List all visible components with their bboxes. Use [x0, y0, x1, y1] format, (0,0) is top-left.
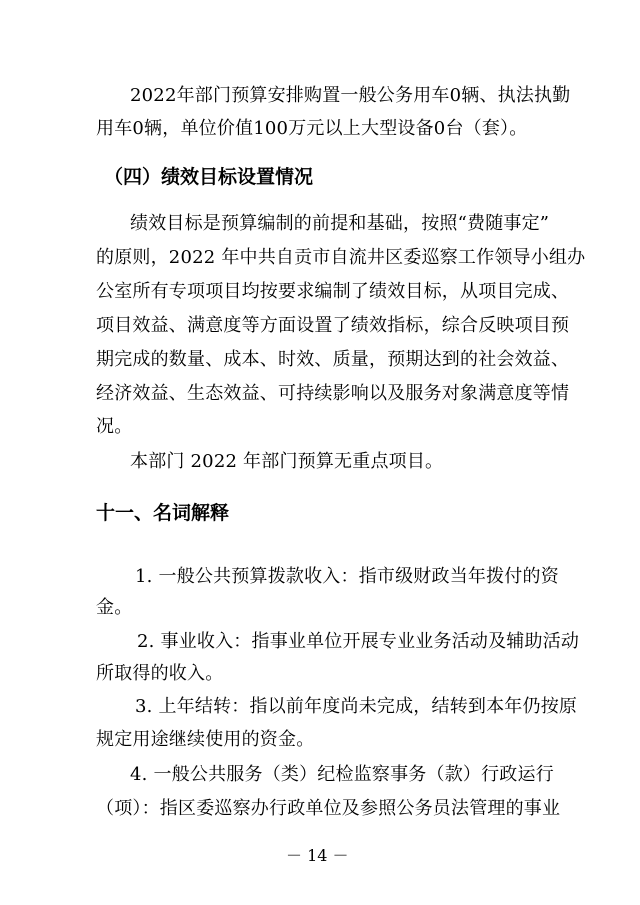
glossary-item-3-line-1: 3. 上年结转：指以前年度尚未完成，结转到本年仍按原: [135, 696, 578, 717]
glossary-item-4-line-1: 4. 一般公共服务（类）纪检监察事务（款）行政运行: [130, 764, 554, 785]
glossary-item-2-line-2: 所取得的收入。: [96, 663, 224, 684]
glossary-item-4-line-2: （项）：指区委巡察办行政单位及参照公务员法管理的事业: [96, 798, 561, 819]
glossary-item-1-line-2: 金。: [96, 597, 133, 618]
glossary-item-2-line-1: 2. 事业收入：指事业单位开展专业业务活动及辅助活动: [137, 631, 580, 652]
paragraph-purchase-line-1: 2022年部门预算安排购置一般公务用车0辆、执法执勤: [130, 85, 571, 106]
paragraph-performance-line-1: 绩效目标是预算编制的前提和基础，按照“费随事定”: [130, 213, 550, 234]
paragraph-performance-line-4: 项目效益、满意度等方面设置了绩效指标，综合反映项目预: [96, 315, 570, 336]
page-number: － 14 －: [286, 846, 349, 865]
glossary-item-3-line-2: 规定用途继续使用的资金。: [96, 729, 315, 750]
paragraph-performance-line-3: 公室所有专项项目均按要求编制了绩效目标，从项目完成、: [96, 281, 570, 302]
paragraph-performance-line-6: 经济效益、生态效益、可持续影响以及服务对象满意度等情: [96, 383, 570, 404]
paragraph-no-key-project: 本部门 2022 年部门预算无重点项目。: [130, 451, 444, 472]
paragraph-performance-line-7: 况。: [96, 416, 133, 437]
section-heading-performance: （四）绩效目标设置情况: [104, 166, 314, 188]
section-heading-glossary: 十一、名词解释: [96, 502, 230, 524]
glossary-item-1-line-1: 1. 一般公共预算拨款收入：指市级财政当年拨付的资: [135, 566, 559, 587]
paragraph-performance-line-5: 期完成的数量、成本、时效、质量，预期达到的社会效益、: [96, 349, 570, 370]
paragraph-purchase-line-2: 用车0辆，单位价值100万元以上大型设备0台（套）。: [96, 118, 528, 139]
paragraph-performance-line-2: 的原则，2022 年中共自贡市自流井区委巡察工作领导小组办: [96, 247, 586, 268]
